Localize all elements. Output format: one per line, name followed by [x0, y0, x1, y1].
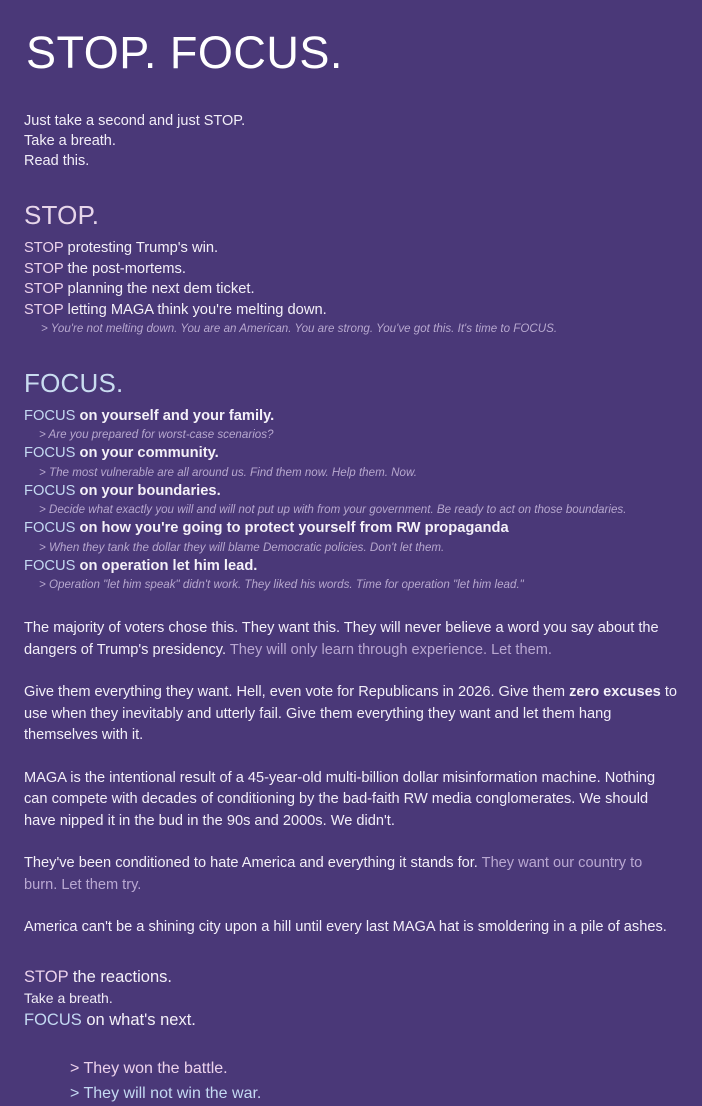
paragraph-4-dim-text: They want our country to burn. Let them try.	[24, 855, 643, 893]
focus-item-note: > Are you prepared for worst-case scenarios?	[39, 428, 274, 442]
focus-item-text: on your community.	[75, 445, 219, 462]
paragraph-1	[24, 618, 678, 661]
stop-list-item	[24, 279, 678, 300]
focus-list-item	[24, 406, 678, 427]
intro-line-1: Just take a second and just STOP.	[24, 112, 246, 129]
intro-line-3: Read this.	[24, 152, 90, 169]
paragraph-1-text: The majority of voters chose this. They want this. They will never believe a word you say about the dangers of Trump's presidency.	[24, 620, 659, 658]
paragraph-2-text-b: to use when they inevitably and utterly fail. Give them everything they want and let them hang themselves with it.	[24, 684, 678, 744]
intro-block	[24, 111, 678, 171]
focus-keyword: FOCUS	[24, 445, 76, 462]
final-list	[24, 1056, 678, 1106]
paragraph-2	[24, 682, 678, 747]
closing-line-focus	[24, 1009, 678, 1031]
focus-list-item	[24, 481, 678, 502]
focus-section-heading: FOCUS.	[24, 368, 124, 399]
stop-list-item	[24, 300, 678, 321]
stop-item-text: letting MAGA think you're melting down.	[63, 301, 327, 318]
focus-item-text: on how you're going to protect yourself from RW propaganda	[75, 520, 509, 537]
focus-item-note: > Operation "let him speak" didn't work. They liked his words. Time for operation "let him lead."	[39, 578, 524, 592]
focus-item-note: > The most vulnerable are all around us. Find them now. Help them. Now.	[39, 465, 417, 479]
focus-item-note: > Decide what exactly you will and will not put up with from your government. Be ready to act on those boundaries.	[39, 503, 627, 517]
closing-line-stop-text: the reactions.	[68, 967, 172, 986]
focus-item-text: on your boundaries.	[75, 482, 221, 499]
paragraph-5: America can't be a shining city upon a hill until every last MAGA hat is smoldering in a pile of ashes.	[24, 919, 667, 936]
focus-keyword: FOCUS	[24, 482, 76, 499]
focus-item-text: on yourself and your family.	[75, 407, 275, 424]
closing-line-breath: Take a breath.	[24, 989, 113, 1006]
focus-list-item	[24, 443, 678, 464]
page-title: STOP. FOCUS.	[26, 27, 343, 78]
stop-keyword: STOP	[24, 301, 64, 318]
paragraph-2-bold-text: zero excuses	[569, 684, 661, 701]
paragraph-1-dim-text: They will only learn through experience. Let them.	[229, 641, 552, 658]
closing-line-stop	[24, 966, 678, 988]
focus-item-note: > When they tank the dollar they will blame Democratic policies. Don't let them.	[39, 540, 445, 554]
stop-keyword: STOP	[24, 967, 69, 986]
stop-keyword: STOP	[24, 281, 64, 298]
closing-line-focus-text: on what's next.	[81, 1010, 196, 1029]
focus-list	[24, 406, 678, 594]
focus-item-text: on operation let him lead.	[75, 557, 258, 574]
stop-list-item	[24, 259, 678, 280]
paragraph-4-text: They've been conditioned to hate America and everything it stands for.	[24, 855, 482, 872]
intro-line-2: Take a breath.	[24, 132, 116, 149]
stop-list	[24, 238, 678, 337]
paragraph-3: MAGA is the intentional result of a 45-year-old multi-billion dollar misinformation machine. Nothing can compete with decades of conditioning by the bad-faith RW media conglomerates. We should have nipped it in the bud in the 90s and 2000s. We didn't.	[24, 769, 656, 829]
stop-keyword: STOP	[24, 240, 64, 257]
stop-keyword: STOP	[24, 260, 64, 277]
stop-list-item	[24, 238, 678, 259]
final-list-item-battle: > They won the battle.	[70, 1059, 228, 1077]
stop-section-heading: STOP.	[24, 199, 100, 230]
focus-keyword: FOCUS	[24, 520, 76, 537]
stop-section-note: > You're not melting down. You are an American. You are strong. You've got this. It's time to FOCUS.	[41, 322, 558, 336]
stop-item-text: the post-mortems.	[63, 260, 186, 277]
stop-item-text: planning the next dem ticket.	[63, 281, 255, 298]
focus-list-item	[24, 518, 678, 539]
focus-keyword: FOCUS	[24, 407, 76, 424]
paragraph-4	[24, 853, 678, 896]
focus-keyword: FOCUS	[24, 1010, 82, 1029]
closing-block	[24, 966, 678, 1031]
final-list-item-war: > They will not win the war.	[70, 1084, 262, 1102]
paragraph-2-text-a: Give them everything they want. Hell, even vote for Republicans in 2026. Give them	[24, 684, 570, 701]
focus-keyword: FOCUS	[24, 557, 76, 574]
focus-list-item	[24, 556, 678, 577]
stop-item-text: protesting Trump's win.	[63, 240, 219, 257]
